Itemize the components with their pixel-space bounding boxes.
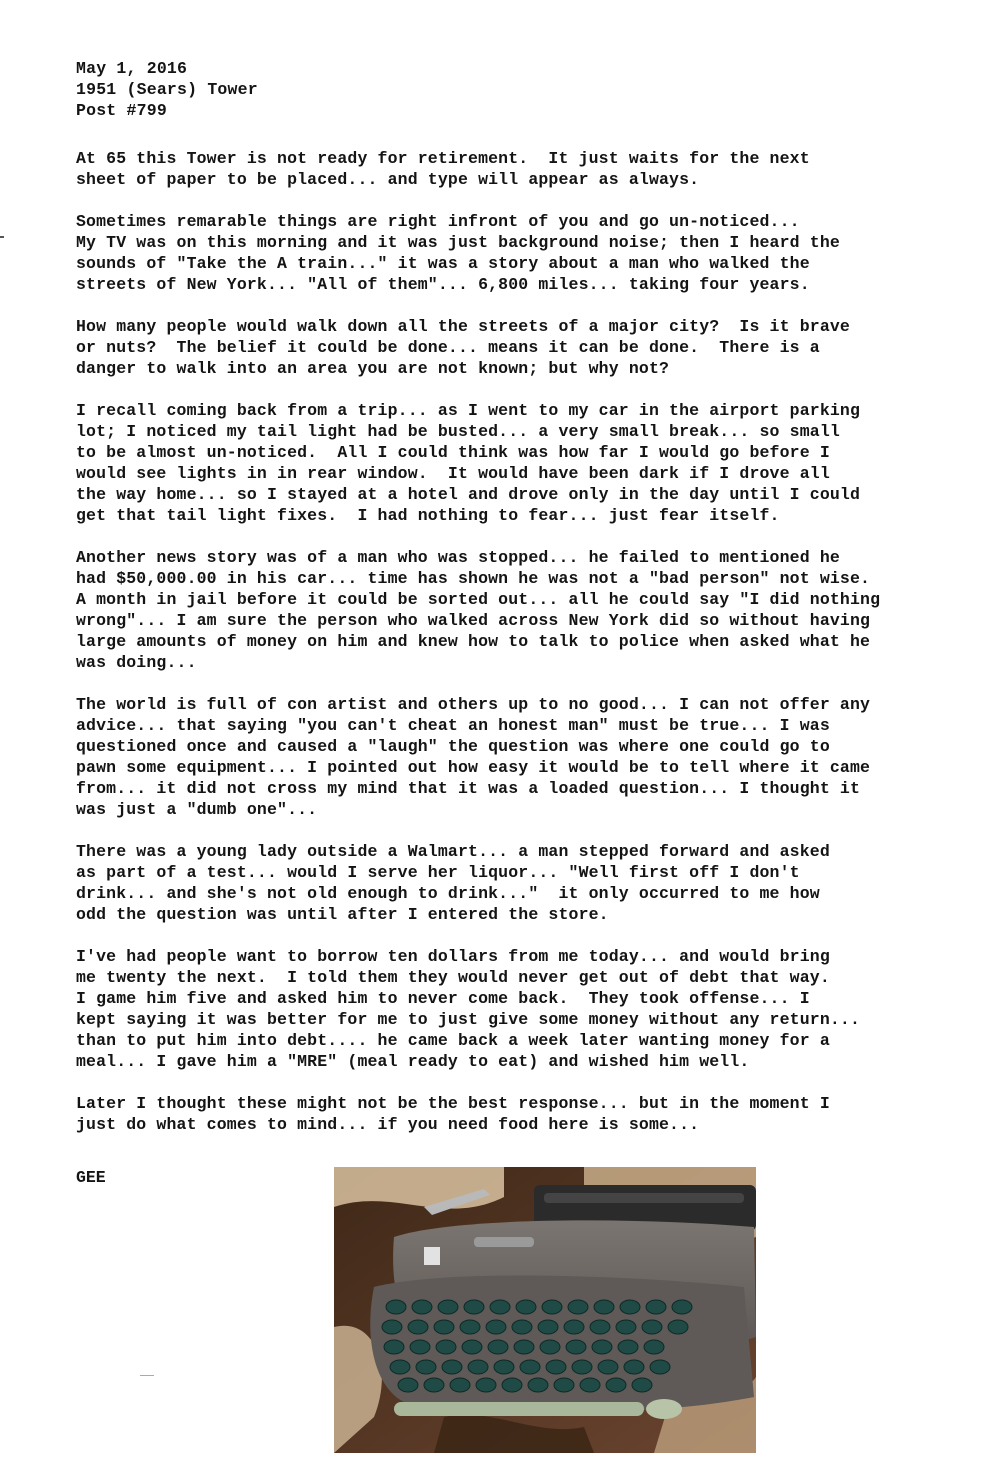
typewriter-key (580, 1378, 600, 1392)
spacebar (394, 1402, 644, 1416)
paragraph (76, 1093, 916, 1135)
typewriter-key (486, 1320, 506, 1334)
typewriter-key (642, 1320, 662, 1334)
stray-mark (140, 1375, 154, 1376)
text-line: How many people would walk down all the streets of a major city? Is it brave (76, 317, 850, 336)
typewriter-key (464, 1300, 484, 1314)
text-line: as part of a test... would I serve her liquor... "Well first off I don't (76, 863, 800, 882)
letter-body (76, 148, 916, 1156)
text-line: to be almost un-noticed. All I could think was how far I would go before I (76, 443, 830, 462)
typewriter-key (442, 1360, 462, 1374)
typewriter-key (436, 1340, 456, 1354)
text-line: streets of New York... "All of them"... 6,800 miles... taking four years. (76, 275, 810, 294)
typewriter-key (408, 1320, 428, 1334)
text-line: from... it did not cross my mind that it was a loaded question... I thought it (76, 779, 861, 798)
typewriter-key (488, 1340, 508, 1354)
text-line: The world is full of con artist and others up to no good... I can not offer any (76, 695, 871, 714)
typewriter-key (546, 1360, 566, 1374)
typewriter-key (516, 1300, 536, 1314)
typewriter-key (520, 1360, 540, 1374)
typewriter-illustration (334, 1167, 756, 1453)
text-line: sheet of paper to be placed... and type will appear as always. (76, 170, 700, 189)
typewriter-key (590, 1320, 610, 1334)
text-line: pawn some equipment... I pointed out how easy it would be to tell where it came (76, 758, 871, 777)
text-line: sounds of "Take the A train..." it was a story about a man who walked the (76, 254, 810, 273)
typewriter-key (632, 1378, 652, 1392)
typewriter-key (476, 1378, 496, 1392)
typewriter-key (554, 1378, 574, 1392)
typewriter-key (568, 1300, 588, 1314)
text-line: wrong"... I am sure the person who walked across New York did so without having (76, 611, 871, 630)
typewriter-key (620, 1300, 640, 1314)
text-line: the way home... so I stayed at a hotel and drove only in the day until I could (76, 485, 861, 504)
paragraph (76, 148, 916, 190)
typewriter-key (514, 1340, 534, 1354)
paragraph (76, 400, 916, 526)
typewriter-key (438, 1300, 458, 1314)
typewriter-key (668, 1320, 688, 1334)
typewriter-key (390, 1360, 410, 1374)
typewriter-key (412, 1300, 432, 1314)
paragraph (76, 946, 916, 1072)
text-line: kept saying it was better for me to just give some money without any return... (76, 1010, 861, 1029)
text-line: A month in jail before it could be sorted out... all he could say "I did nothing (76, 590, 881, 609)
text-line: Another news story was of a man who was stopped... he failed to mentioned he (76, 548, 840, 567)
typewriter-key (650, 1360, 670, 1374)
typewriter-key (566, 1340, 586, 1354)
typewriter-key (502, 1378, 522, 1392)
text-line: me twenty the next. I told them they would never get out of debt that way. (76, 968, 830, 987)
text-line: than to put him into debt.... he came back a week later wanting money for a (76, 1031, 830, 1050)
date-line: May 1, 2016 (76, 59, 188, 78)
text-line: danger to walk into an area you are not known; but why not? (76, 359, 670, 378)
text-line: Later I thought these might not be the best response... but in the moment I (76, 1094, 830, 1113)
text-line: or nuts? The belief it could be done... means it can be done. There is a (76, 338, 820, 357)
text-line: had $50,000.00 in his car... time has shown he was not a "bad person" not wise. (76, 569, 871, 588)
text-line: drink... and she's not old enough to drink..." it only occurred to me how (76, 884, 820, 903)
paragraph (76, 316, 916, 379)
typewriter-key (606, 1378, 626, 1392)
typewriter-key (434, 1320, 454, 1334)
typewriter-key (460, 1320, 480, 1334)
typewriter-key (542, 1300, 562, 1314)
typewriter-key (462, 1340, 482, 1354)
typewriter-key (616, 1320, 636, 1334)
text-line: I've had people want to borrow ten dollars from me today... and would bring (76, 947, 830, 966)
text-line: My TV was on this morning and it was just background noise; then I heard the (76, 233, 840, 252)
text-line: There was a young lady outside a Walmart... a man stepped forward and asked (76, 842, 830, 861)
typewriter-key (624, 1360, 644, 1374)
typewriter-key (490, 1300, 510, 1314)
typewriter-key (564, 1320, 584, 1334)
paragraph (76, 211, 916, 295)
text-line: lot; I noticed my tail light had be busted... a very small break... so small (76, 422, 840, 441)
typewriter-key (672, 1300, 692, 1314)
text-line: At 65 this Tower is not ready for retirement. It just waits for the next (76, 149, 810, 168)
shift-key (646, 1399, 682, 1419)
text-line: was just a "dumb one"... (76, 800, 318, 819)
text-line: Sometimes remarable things are right infront of you and go un-noticed... (76, 212, 800, 231)
typewriter-key (416, 1360, 436, 1374)
typewriter-key (384, 1340, 404, 1354)
typewriter-key (594, 1300, 614, 1314)
signature: GEE (76, 1168, 106, 1187)
text-line: advice... that saying "you can't cheat an honest man" must be true... I was (76, 716, 830, 735)
brand-plate (474, 1237, 534, 1247)
typewriter-key (528, 1378, 548, 1392)
typewriter-key (592, 1340, 612, 1354)
typewriter-key (644, 1340, 664, 1354)
typewriter-key (598, 1360, 618, 1374)
typewriter-platen (544, 1193, 744, 1203)
typewriter-key (646, 1300, 666, 1314)
typewriter-key (494, 1360, 514, 1374)
typewriter-key (538, 1320, 558, 1334)
text-line: questioned once and caused a "laugh" the question was where one could go to (76, 737, 830, 756)
typewriter-key (398, 1378, 418, 1392)
paragraph (76, 694, 916, 820)
text-line: just do what comes to mind... if you need food here is some... (76, 1115, 700, 1134)
typewriter-key (450, 1378, 470, 1392)
text-line: odd the question was until after I entered the store. (76, 905, 609, 924)
margin-mark (0, 236, 4, 238)
post-number-line: Post #799 (76, 101, 167, 120)
text-line: get that tail light fixes. I had nothing to fear... just fear itself. (76, 506, 780, 525)
typewriter-key (540, 1340, 560, 1354)
header-block (76, 58, 258, 121)
typewriter-key (512, 1320, 532, 1334)
typewriter-key (382, 1320, 402, 1334)
typewriter-key (410, 1340, 430, 1354)
sticker (424, 1247, 440, 1265)
title-line: 1951 (Sears) Tower (76, 80, 258, 99)
text-line: large amounts of money on him and knew how to talk to police when asked what he (76, 632, 871, 651)
paragraph (76, 841, 916, 925)
typewriter-key (618, 1340, 638, 1354)
text-line: was doing... (76, 653, 197, 672)
paragraph (76, 547, 916, 673)
typewriter-photo (334, 1167, 756, 1453)
text-line: I recall coming back from a trip... as I went to my car in the airport parking (76, 401, 861, 420)
typewriter-key (386, 1300, 406, 1314)
typewriter-key (572, 1360, 592, 1374)
text-line: meal... I gave him a "MRE" (meal ready to eat) and wished him well. (76, 1052, 750, 1071)
text-line: I game him five and asked him to never come back. They took offense... I (76, 989, 810, 1008)
typewriter-key (468, 1360, 488, 1374)
text-line: would see lights in in rear window. It would have been dark if I drove all (76, 464, 830, 483)
typewriter-key (424, 1378, 444, 1392)
